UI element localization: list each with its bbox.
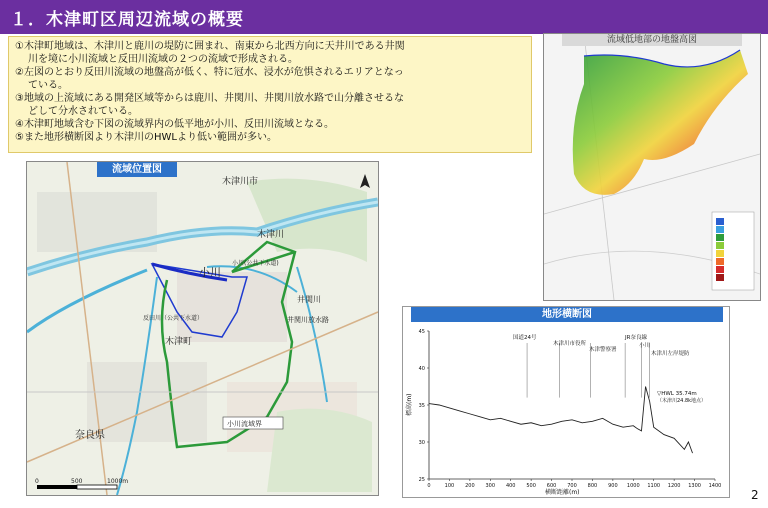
map-label-kizugawa-river: 木津川 bbox=[257, 230, 285, 240]
xs-x-tick-label: 400 bbox=[505, 483, 516, 489]
xs-marker-levee: 木津川左岸堤防 bbox=[651, 351, 690, 357]
map-label-iseki-river: 井関川 bbox=[297, 295, 321, 304]
xs-x-tick-label: 800 bbox=[587, 483, 598, 489]
xs-x-tick-label: 600 bbox=[546, 483, 557, 489]
xs-markers bbox=[513, 333, 706, 404]
map-label-ogawa-basin: 小川流域界 bbox=[227, 420, 262, 428]
xs-x-tick-label: 700 bbox=[567, 483, 577, 489]
map-label-kizugawa-city: 木津川市 bbox=[222, 177, 259, 187]
xs-x-tick-label: 300 bbox=[485, 483, 496, 489]
map-label-kizu-town: 木津町 bbox=[165, 337, 193, 347]
cross-section-title: 地形横断図 bbox=[411, 307, 723, 322]
xs-y-tick-label: 30 bbox=[418, 440, 425, 446]
cross-section-chart bbox=[402, 306, 730, 498]
xs-y-tick-label: 25 bbox=[418, 477, 425, 483]
scale-500: 500 bbox=[71, 478, 83, 485]
cross-section-svg bbox=[403, 307, 729, 497]
map-label-ogawa: 小川 bbox=[199, 266, 221, 279]
xs-x-tick-label: 1400 bbox=[708, 483, 722, 489]
basin-location-map bbox=[26, 161, 379, 496]
map-label-iseki-diversion: 井関川放水路 bbox=[287, 316, 329, 324]
elevation-title: 流域低地部の地盤高図 bbox=[562, 34, 742, 46]
xs-x-tick-label: 1000 bbox=[626, 483, 640, 489]
page-title: １．木津町区周辺流域の概要 bbox=[10, 10, 244, 30]
xs-y-tick-label: 35 bbox=[418, 403, 425, 409]
xs-terrain-line bbox=[429, 387, 693, 454]
map-label-tanda-river: 反田川（公共下水道） bbox=[143, 315, 204, 322]
xs-ylabel: 標高(m) bbox=[406, 393, 413, 416]
map-title: 流域位置図 bbox=[97, 162, 177, 177]
xs-x-tick-label: 100 bbox=[444, 483, 455, 489]
note-line: ③地域の上流域にある開発区域等からは鹿川、井関川、井関川放水路で山分離させるな bbox=[15, 93, 404, 104]
xs-hwl-label: ▽HWL 35.74m bbox=[657, 391, 697, 397]
xs-x-tick-label: 900 bbox=[608, 483, 618, 489]
xs-marker-city-hall: 木津川市役所 bbox=[553, 341, 587, 347]
scale-0: 0 bbox=[35, 478, 39, 485]
elevation-map bbox=[543, 33, 761, 301]
xs-x-tick-label: 0 bbox=[427, 483, 431, 489]
xs-hwl-sub: （木津川24.8k地点） bbox=[657, 398, 707, 404]
xs-plot bbox=[429, 343, 693, 453]
xs-x-tick-label: 1200 bbox=[667, 483, 681, 489]
note-line: 川を境に小川流域と反田川流域の２つの流域で形成される。 bbox=[28, 54, 298, 65]
note-line: ている。 bbox=[28, 80, 68, 91]
xs-marker-route24: 国道24号 bbox=[513, 335, 537, 341]
xs-xlabel: 横断距離(m) bbox=[545, 489, 580, 496]
xs-marker-ogawa: 小川 bbox=[639, 343, 651, 349]
xs-x-tick-label: 500 bbox=[526, 483, 536, 489]
scale-1000: 1000m bbox=[107, 478, 129, 485]
xs-marker-police: 木津警察署 bbox=[589, 347, 617, 353]
note-line: ④木津町地域含む下図の流域界内の低平地が小川、反田川流域となる。 bbox=[15, 119, 334, 130]
title-bar bbox=[0, 0, 768, 34]
note-line: ①木津町地域は、木津川と鹿川の堤防に囲まれ、南東から北西方向に天井川である井関 bbox=[15, 41, 405, 52]
map-label-nara-pref: 奈良県 bbox=[75, 430, 105, 441]
notes-box bbox=[8, 36, 532, 153]
xs-y-tick-label: 45 bbox=[418, 329, 425, 335]
xs-marker-jr: JR奈良線 bbox=[625, 335, 647, 341]
note-line: ②左図のとおり反田川流域の地盤高が低く、特に冠水、浸水が危惧されるエリアとなっ bbox=[15, 67, 404, 78]
page-number: 2 bbox=[751, 488, 759, 502]
xs-x-tick-label: 200 bbox=[465, 483, 475, 489]
map-canvas bbox=[27, 162, 378, 495]
note-line: どして分水されている。 bbox=[28, 106, 138, 117]
elevation-canvas bbox=[544, 34, 760, 300]
xs-x-tick-label: 1100 bbox=[647, 483, 661, 489]
note-line: ⑤また地形横断図より木津川のHWLより低い範囲が多い。 bbox=[15, 132, 277, 143]
xs-y-tick-label: 40 bbox=[418, 366, 425, 372]
xs-x-tick-label: 1300 bbox=[688, 483, 701, 489]
map-label-ogawa-sewer: 小川(公共下水道) bbox=[232, 260, 279, 267]
